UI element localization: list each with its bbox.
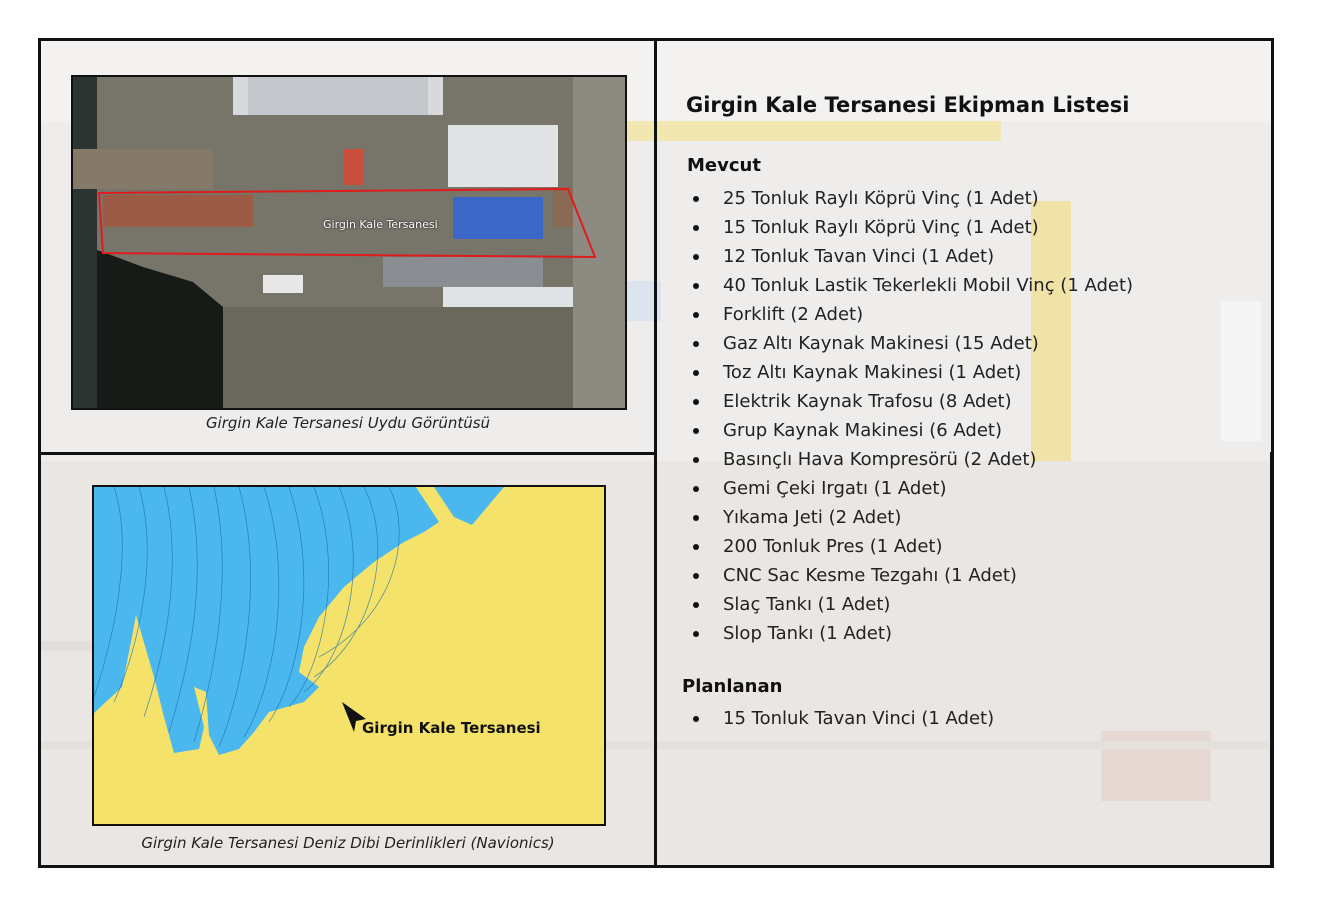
equipment-list-planlanan [691, 704, 994, 733]
bullet-icon [693, 312, 699, 318]
depth-map [92, 485, 606, 826]
bullet-icon [693, 457, 699, 463]
list-item: Yıkama Jeti (2 Adet) [691, 503, 1133, 532]
map-caption: Girgin Kale Tersanesi Deniz Dibi Derinlikleri (Navionics) [141, 834, 555, 852]
bullet-icon [693, 515, 699, 521]
list-item: 200 Tonluk Pres (1 Adet) [691, 532, 1133, 561]
horizontal-divider [41, 452, 655, 455]
list-item: 15 Tonluk Raylı Köprü Vinç (1 Adet) [691, 213, 1133, 242]
list-item: 25 Tonluk Raylı Köprü Vinç (1 Adet) [691, 184, 1133, 213]
list-item: Gemi Çeki Irgatı (1 Adet) [691, 474, 1133, 503]
bullet-icon [693, 399, 699, 405]
bullet-icon [693, 341, 699, 347]
list-item: 40 Tonluk Lastik Tekerlekli Mobil Vinç (1 Adet) [691, 271, 1133, 300]
list-item: CNC Sac Kesme Tezgahı (1 Adet) [691, 561, 1133, 590]
bullet-icon [693, 428, 699, 434]
satellite-image-graphic [73, 77, 625, 408]
list-item: Basınçlı Hava Kompresörü (2 Adet) [691, 445, 1133, 474]
document-frame [38, 38, 1274, 868]
bullet-icon [693, 631, 699, 637]
list-item: Slaç Tankı (1 Adet) [691, 590, 1133, 619]
map-label: Girgin Kale Tersanesi [362, 719, 541, 737]
depth-map-graphic [94, 487, 604, 824]
list-item: Gaz Altı Kaynak Makinesi (15 Adet) [691, 329, 1133, 358]
bullet-icon [693, 225, 699, 231]
satellite-image [71, 75, 627, 410]
right-edge-line [1270, 452, 1273, 865]
list-item: Toz Altı Kaynak Makinesi (1 Adet) [691, 358, 1133, 387]
bullet-icon [693, 602, 699, 608]
section-heading-planlanan: Planlanan [682, 676, 783, 697]
bullet-icon [693, 370, 699, 376]
satellite-label: Girgin Kale Tersanesi [323, 218, 438, 231]
bullet-icon [693, 716, 699, 722]
equipment-panel [671, 41, 1261, 865]
bullet-icon [693, 573, 699, 579]
list-item: 12 Tonluk Tavan Vinci (1 Adet) [691, 242, 1133, 271]
section-heading-mevcut: Mevcut [687, 155, 761, 176]
satellite-caption: Girgin Kale Tersanesi Uydu Görüntüsü [205, 414, 491, 432]
bullet-icon [693, 486, 699, 492]
bullet-icon [693, 544, 699, 550]
list-item: Forklift (2 Adet) [691, 300, 1133, 329]
bullet-icon [693, 196, 699, 202]
bullet-icon [693, 283, 699, 289]
list-item: Grup Kaynak Makinesi (6 Adet) [691, 416, 1133, 445]
list-item: Elektrik Kaynak Trafosu (8 Adet) [691, 387, 1133, 416]
list-item: Slop Tankı (1 Adet) [691, 619, 1133, 648]
list-item: 15 Tonluk Tavan Vinci (1 Adet) [691, 704, 994, 733]
bullet-icon [693, 254, 699, 260]
equipment-list-mevcut [691, 184, 1133, 648]
page-title: Girgin Kale Tersanesi Ekipman Listesi [686, 93, 1130, 117]
